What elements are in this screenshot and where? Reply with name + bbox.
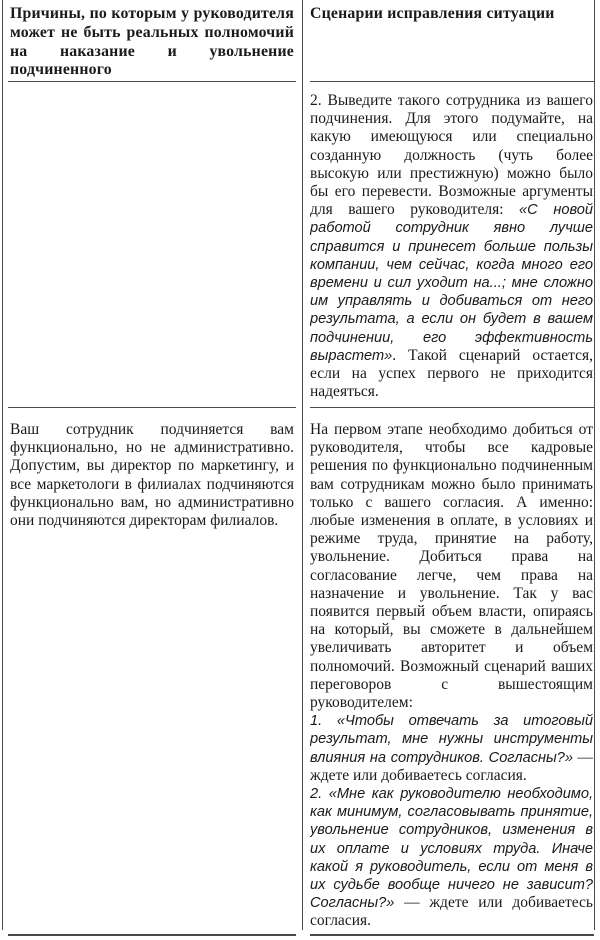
column-header-scenarios: Сценарии исправления ситуации xyxy=(310,5,555,22)
cell-row1-scenario xyxy=(310,92,593,404)
row-divider-left xyxy=(8,407,296,408)
cell-row2-reason xyxy=(10,421,294,931)
paragraph xyxy=(10,421,294,530)
table-bottom-rule-left xyxy=(8,934,296,936)
paragraph xyxy=(310,92,593,401)
table-right-border xyxy=(594,0,595,930)
paragraph xyxy=(310,421,593,712)
body-text-segment: — ждете или добиваетесь согласия. xyxy=(310,748,593,784)
table-bottom-rule-right xyxy=(310,934,594,936)
table-left-border xyxy=(2,0,3,930)
body-text-segment: Ваш сотрудник подчиняется вам функционально, но не административно. Допустим, вы директор по маркетингу, и все маркетологи в филиалах подчиняются функционально вам, но административно они подчиняются директорам филиалов. xyxy=(10,421,294,530)
quoted-speech-text: 2. «Мне как руководителю необходимо, как минимум, согласовывать принятие, увольнение сотрудников, изменения в их оплате и условиях труда. Иначе какой я руководитель, если от меня в их судьбе вообще ничего не зависит? Согласны?» xyxy=(310,786,593,912)
quoted-speech-text: «С новой работой сотрудник явно лучше справится и принесет больше пользы компании, чем сейчас, когда много его времени и сил уходит на...; мне сложно им управлять и добиваться от него результата, а если он будет в вашем подчинении, его эффективность вырастет» xyxy=(310,202,593,364)
table-column-divider xyxy=(302,0,303,930)
body-text-segment: 2. Выведите такого сотрудника из вашего подчинения. Для этого подумайте, на какую имеющуюся или специально созданную должность (чуть более высокую или престижную) можно было бы его перевести. Возможные аргументы для вашего руководителя: xyxy=(310,92,593,219)
body-text-segment: На первом этапе необходимо добиться от руководителя, чтобы все кадровые решения по функционально подчиненным вам сотрудникам можно было принимать только с вашего согласия. А именно: любые изменения в оплате, в условиях и режиме труда, принятие на работу, увольнение. Добиться права на согласование легче, чем права на назначение и увольнение. Так у вас появится первый объем власти, опираясь на который, вы сможете в дальнейшем увеличивать авторитет и объем полномочий. Возможный сценарий ваших переговоров с вышестоящим руководителем: xyxy=(310,421,593,712)
body-text-segment: . Такой сценарий остается, если на успех первого не приходится надеяться. xyxy=(310,346,593,401)
quoted-speech-text: 1. «Чтобы отвечать за итоговый результат, мне нужны инструменты влияния на сотрудников. Согласны?» xyxy=(310,713,593,766)
cell-row2-scenario xyxy=(310,421,593,931)
paragraph xyxy=(310,785,593,931)
header-divider-left xyxy=(8,81,296,82)
body-text-segment: — ждете или добиваетесь согласия. xyxy=(310,894,593,930)
cell-row1-reason-empty xyxy=(10,92,294,404)
column-header-reasons: Причины, по которым у руководителя может не быть реальных полномочий на наказание и увольнение подчиненного xyxy=(10,5,294,79)
paragraph xyxy=(310,712,593,785)
header-divider-right xyxy=(310,81,594,82)
row-divider-right xyxy=(310,407,594,408)
